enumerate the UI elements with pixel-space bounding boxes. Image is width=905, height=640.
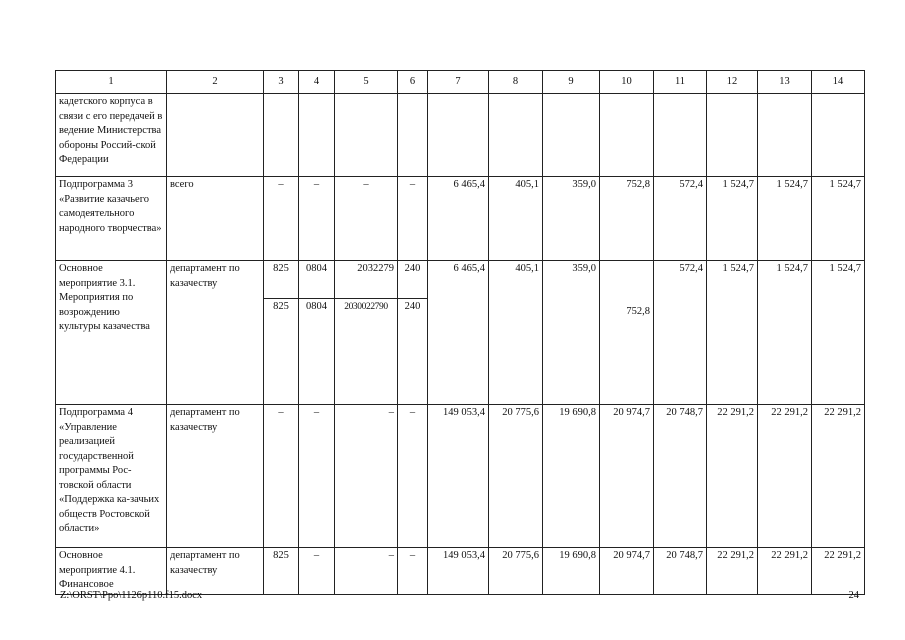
value-cell: 20 775,6 [489,405,543,548]
empty-cell [398,94,428,177]
value-cell: 1 524,7 [812,261,865,405]
value-cell: 20 974,7 [600,405,654,548]
vr-cell: – [398,177,428,261]
row-name-cell: Подпрограмма 4 «Управление реализацией государственной программы Рос-товской области «Поддержка ка-зачьих обществ Ростовской области» [56,405,167,548]
empty-cell [167,94,264,177]
grbs-cell: 825 [264,261,299,299]
value-cell: 572,4 [654,261,707,405]
rzpr-cell: – [299,177,335,261]
table-header-row [56,71,865,94]
value-cell: 20 748,7 [654,405,707,548]
executor-cell: всего [167,177,264,261]
value-cell: 20 974,7 [600,548,654,595]
value-cell: 359,0 [543,261,600,405]
empty-cell [812,94,865,177]
empty-cell [600,94,654,177]
value-cell: 20 748,7 [654,548,707,595]
grbs-cell: 825 [264,299,299,405]
grbs-cell: 825 [264,548,299,595]
column-header: 3 [264,71,299,94]
page-number: 24 [848,590,859,601]
column-header: 7 [428,71,489,94]
empty-cell [758,94,812,177]
value-cell: 22 291,2 [758,548,812,595]
table-row [56,177,865,261]
empty-cell [543,94,600,177]
value-cell: 22 291,2 [812,405,865,548]
value-cell: 405,1 [489,261,543,405]
empty-cell [489,94,543,177]
column-header: 13 [758,71,812,94]
value-cell: 149 053,4 [428,405,489,548]
executor-cell: департамент по казачеству [167,548,264,595]
value-cell: 22 291,2 [707,548,758,595]
rzpr-cell: 0804 [299,261,335,299]
column-header: 2 [167,71,264,94]
empty-cell [654,94,707,177]
value-cell: 19 690,8 [543,405,600,548]
value-cell: 1 524,7 [707,177,758,261]
table-row [56,261,865,299]
row-name-cell: Основное мероприятие 4.1. Финансовое [56,548,167,595]
value-cell: 752,8 [600,177,654,261]
value-cell: 22 291,2 [812,548,865,595]
csr-cell: – [335,177,398,261]
value-cell: 22 291,2 [707,405,758,548]
column-header: 12 [707,71,758,94]
vr-cell: 240 [398,261,428,299]
empty-cell [299,94,335,177]
executor-cell: департамент по казачеству [167,405,264,548]
empty-cell [335,94,398,177]
rzpr-cell: – [299,548,335,595]
row-name-cell: Подпрограмма 3 «Развитие казачьего самодеятельного народного творчества» [56,177,167,261]
value-cell: 572,4 [654,177,707,261]
empty-cell [707,94,758,177]
vr-cell: – [398,548,428,595]
table-row [56,94,865,177]
table-row [56,548,865,595]
value-cell: 19 690,8 [543,548,600,595]
column-header: 10 [600,71,654,94]
row-name-cell: кадетского корпуса в связи с его передачей в ведение Министерства обороны Россий-ской Федерации [56,94,167,177]
value-cell: 752,8 [600,261,654,405]
value-cell: 6 465,4 [428,177,489,261]
empty-cell [428,94,489,177]
csr-cell: – [335,548,398,595]
column-header: 5 [335,71,398,94]
row-name-cell: Основное мероприятие 3.1. Мероприятия по возрождению культуры казачества [56,261,167,405]
empty-cell [264,94,299,177]
grbs-cell: – [264,405,299,548]
column-header: 8 [489,71,543,94]
rzpr-cell: – [299,405,335,548]
csr-cell: 2032279 [335,261,398,299]
column-header: 6 [398,71,428,94]
column-header: 9 [543,71,600,94]
value-cell: 20 775,6 [489,548,543,595]
value-cell: 1 524,7 [812,177,865,261]
value-cell: 1 524,7 [758,261,812,405]
vr-cell: – [398,405,428,548]
value-cell: 149 053,4 [428,548,489,595]
value-cell: 22 291,2 [758,405,812,548]
value-cell: 405,1 [489,177,543,261]
executor-cell: департамент по казачеству [167,261,264,405]
csr-cell: 2030022790 [335,299,398,405]
value-cell: 6 465,4 [428,261,489,405]
footer-file-path: Z:\ORST\Ppo\1126p110.f15.docx [60,590,203,601]
table-row [56,405,865,548]
value-cell: 1 524,7 [707,261,758,405]
value-cell: 359,0 [543,177,600,261]
column-header: 11 [654,71,707,94]
vr-cell: 240 [398,299,428,405]
value-cell: 1 524,7 [758,177,812,261]
column-header: 4 [299,71,335,94]
csr-cell: – [335,405,398,548]
grbs-cell: – [264,177,299,261]
budget-table [55,70,865,595]
column-header: 1 [56,71,167,94]
rzpr-cell: 0804 [299,299,335,405]
column-header: 14 [812,71,865,94]
